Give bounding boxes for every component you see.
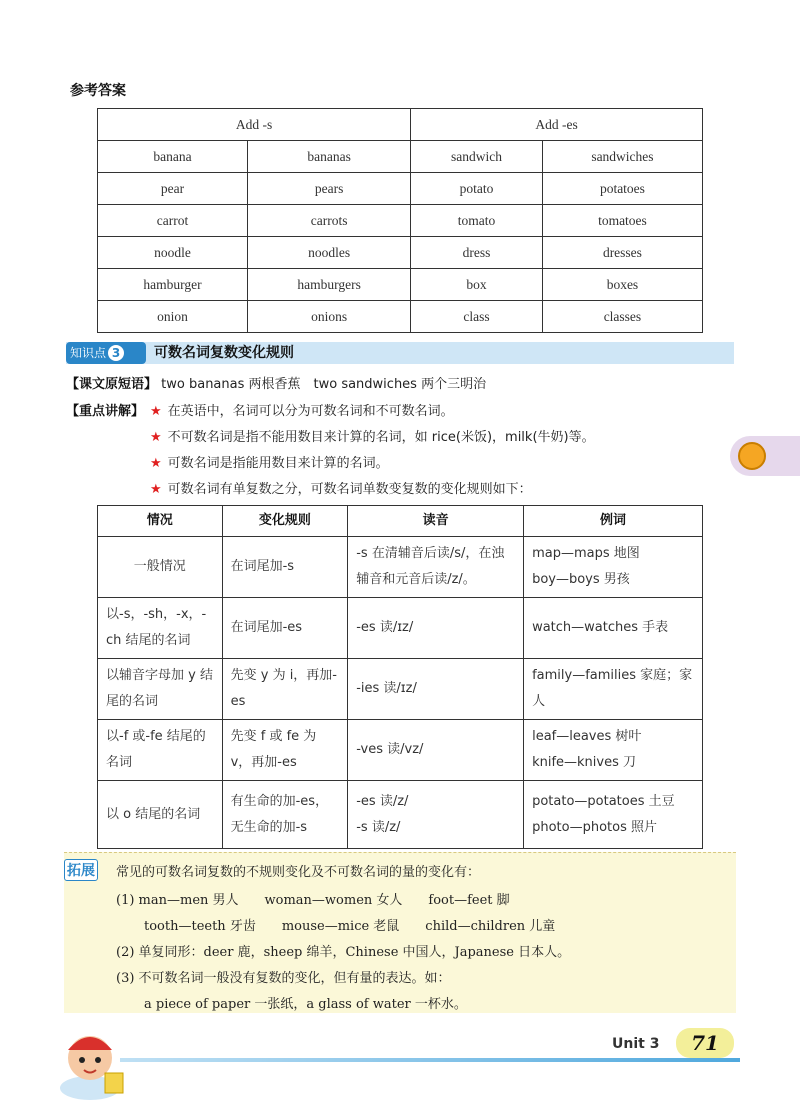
rules-table-cell: 以 o 结尾的名词 <box>98 781 223 849</box>
answer-table-cell: noodles <box>247 237 410 269</box>
unit-label: Unit 3 <box>612 1036 660 1052</box>
rules-table-cell: 一般情况 <box>98 537 223 598</box>
knowledge-point-title: 可数名词复数变化规则 <box>154 345 294 361</box>
bullet-1: ★ 在英语中，名词可以分为可数名词和不可数名词。 <box>150 404 454 419</box>
mascot-icon <box>50 1018 130 1108</box>
tiger-face-icon <box>738 442 766 470</box>
answer-table-cell: onion <box>98 301 248 333</box>
footer-line <box>120 1058 740 1062</box>
rules-table-cell: map—maps 地图 boy—boys 男孩 <box>524 537 703 598</box>
bullet-4: ★ 可数名词有单复数之分，可数名词单数变复数的变化规则如下： <box>150 482 532 497</box>
star-icon: ★ <box>150 430 162 445</box>
rules-table-cell: 先变 y 为 i，再加-es <box>222 659 348 720</box>
rules-table-row <box>98 537 703 598</box>
answer-table-cell: dresses <box>542 237 702 269</box>
answer-table-cell: potato <box>411 173 543 205</box>
rules-table-cell: watch—watches 手表 <box>524 598 703 659</box>
answer-table-cell: pears <box>247 173 410 205</box>
bullet-2: ★ 不可数名词是指不能用数目来计算的名词，如 rice(米饭)，milk(牛奶)等。 <box>150 430 595 445</box>
answer-table-cell: tomatoes <box>542 205 702 237</box>
rules-table-cell: -es 读/ɪz/ <box>348 598 524 659</box>
header-rule: 变化规则 <box>222 506 348 537</box>
side-tab <box>730 436 800 476</box>
answer-table-row <box>98 301 703 333</box>
answer-table-cell: dress <box>411 237 543 269</box>
answer-table-row <box>98 205 703 237</box>
answer-table-cell: tomato <box>411 205 543 237</box>
answer-table-cell: noodle <box>98 237 248 269</box>
rules-table-cell: -es 读/z/ -s 读/z/ <box>348 781 524 849</box>
answer-table-cell: boxes <box>542 269 702 301</box>
answer-table-cell: onions <box>247 301 410 333</box>
answer-table-cell: class <box>411 301 543 333</box>
answer-table-cell: hamburgers <box>247 269 410 301</box>
header-add-s: Add -s <box>98 109 411 141</box>
knowledge-point-label: 知识点 <box>70 346 107 360</box>
star-icon: ★ <box>150 482 162 497</box>
rules-table-row <box>98 659 703 720</box>
answer-table-cell: classes <box>542 301 702 333</box>
rules-table-cell: -ies 读/ɪz/ <box>348 659 524 720</box>
answer-title: 参考答案 <box>70 83 126 99</box>
answer-table-row <box>98 237 703 269</box>
answer-table-cell: carrots <box>247 205 410 237</box>
answer-table-cell: hamburger <box>98 269 248 301</box>
rules-table-cell: 以-f 或-fe 结尾的名词 <box>98 720 223 781</box>
extension-line-5: a piece of paper 一张纸，a glass of water 一杯水。 <box>144 997 467 1012</box>
extension-intro: 常见的可数名词复数的不规则变化及不可数名词的量的变化有： <box>116 865 481 880</box>
rules-table-cell: 在词尾加-es <box>222 598 348 659</box>
extension-line-3: (2) 单复同形：deer 鹿，sheep 绵羊，Chinese 中国人，Japanese 日本人。 <box>116 945 571 960</box>
rules-table-header <box>98 506 703 537</box>
rules-table-cell: leaf—leaves 树叶 knife—knives 刀 <box>524 720 703 781</box>
rules-table-cell: 先变 f 或 fe 为 v，再加-es <box>222 720 348 781</box>
star-icon: ★ <box>150 404 162 419</box>
knowledge-point-bar <box>66 342 734 364</box>
explain-tag: 【重点讲解】 <box>66 404 145 419</box>
rules-table-row <box>98 598 703 659</box>
answer-table-row <box>98 141 703 173</box>
knowledge-point-badge <box>66 342 146 364</box>
rules-table-cell: -s 在清辅音后读/s/，在浊辅音和元音后读/z/。 <box>348 537 524 598</box>
header-situation: 情况 <box>98 506 223 537</box>
rules-table-cell: 有生命的加-es，无生命的加-s <box>222 781 348 849</box>
knowledge-point-number: 3 <box>108 345 124 361</box>
rules-table-cell: 以-s，-sh，-x，-ch 结尾的名词 <box>98 598 223 659</box>
answer-table-cell: pear <box>98 173 248 205</box>
rules-table-cell: family—families 家庭；家人 <box>524 659 703 720</box>
rules-table-cell: potato—potatoes 土豆 photo—photos 照片 <box>524 781 703 849</box>
rules-table-cell: -ves 读/vz/ <box>348 720 524 781</box>
answer-table-header <box>98 109 703 141</box>
answer-table-row <box>98 269 703 301</box>
extension-line-2: tooth—teeth 牙齿 mouse—mice 老鼠 child—children 儿童 <box>144 919 556 934</box>
extension-tag: 拓展 <box>64 859 98 881</box>
answer-table-cell: sandwiches <box>542 141 702 173</box>
star-icon: ★ <box>150 456 162 471</box>
answer-table-cell: bananas <box>247 141 410 173</box>
rules-table-cell: 在词尾加-s <box>222 537 348 598</box>
answer-table-cell: potatoes <box>542 173 702 205</box>
phrase-line <box>66 373 486 392</box>
rules-table <box>97 505 703 849</box>
page-number: 71 <box>676 1028 734 1058</box>
rules-table-row <box>98 720 703 781</box>
bullet-3: ★ 可数名词是指能用数目来计算的名词。 <box>150 456 389 471</box>
answer-table-cell: sandwich <box>411 141 543 173</box>
extension-line-1: (1) man—men 男人 woman—women 女人 foot—feet 脚 <box>116 893 510 908</box>
answer-table <box>97 108 703 333</box>
extension-box <box>64 852 736 1013</box>
phrase-tag: 【课文原短语】 <box>66 377 158 392</box>
header-pronunciation: 读音 <box>348 506 524 537</box>
answer-table-row <box>98 173 703 205</box>
extension-line-4: (3) 不可数名词一般没有复数的变化，但有量的表达。如： <box>116 971 451 986</box>
header-examples: 例词 <box>524 506 703 537</box>
phrase-text: two bananas 两根香蕉 two sandwiches 两个三明治 <box>161 377 487 392</box>
rules-table-cell: 以辅音字母加 y 结尾的名词 <box>98 659 223 720</box>
answer-table-cell: banana <box>98 141 248 173</box>
header-add-es: Add -es <box>411 109 703 141</box>
answer-table-cell: box <box>411 269 543 301</box>
answer-table-cell: carrot <box>98 205 248 237</box>
rules-table-row <box>98 781 703 849</box>
